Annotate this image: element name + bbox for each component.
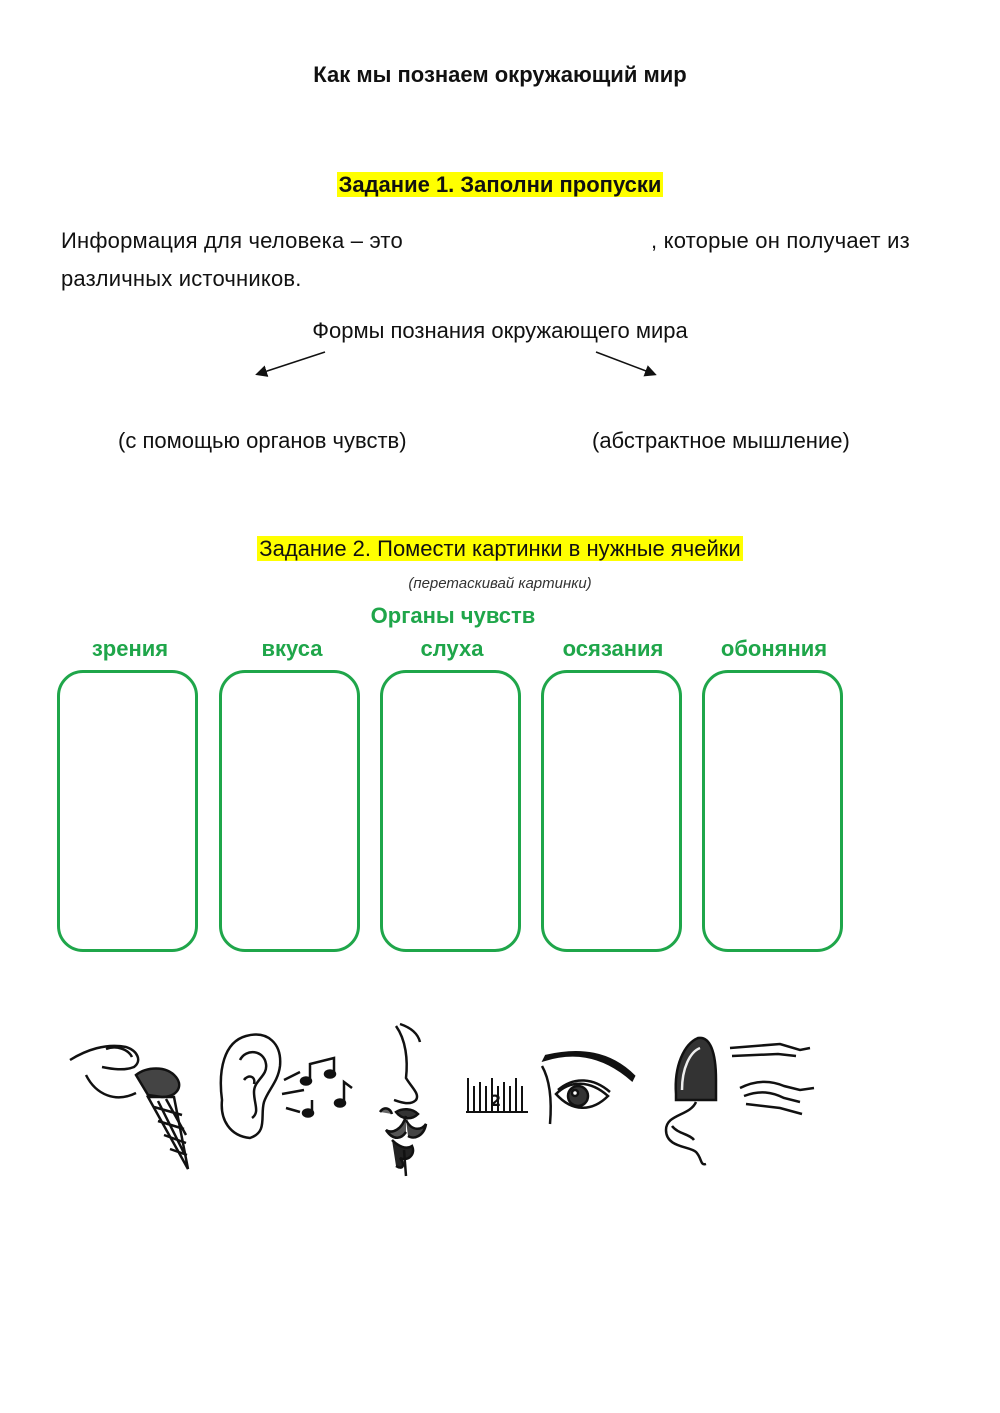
iron-hands-icon[interactable] xyxy=(660,1030,820,1170)
task1-answer-input[interactable] xyxy=(437,228,651,256)
ear-music-icon[interactable] xyxy=(210,1020,355,1150)
page-title: Как мы познаем окружающий мир xyxy=(313,62,687,87)
drop-cell-sight[interactable] xyxy=(57,670,198,952)
column-header-taste: вкуса xyxy=(261,636,323,661)
task2-hint: (перетаскивай картинки) xyxy=(408,575,592,592)
column-header-hearing: слуха xyxy=(420,636,484,661)
eye-icon[interactable] xyxy=(540,1050,640,1130)
column-header-touch: осязания xyxy=(562,636,664,661)
branch-arrows xyxy=(240,345,670,385)
svg-text:2: 2 xyxy=(490,1091,502,1110)
ruler-icon[interactable] xyxy=(462,1072,532,1117)
left-arrow-icon xyxy=(258,352,325,374)
ice-cream-tongue-icon[interactable] xyxy=(66,1035,196,1170)
drop-cell-hearing[interactable] xyxy=(380,670,521,952)
senses-group-label: Органы чувств xyxy=(370,603,536,628)
nose-flower-icon[interactable] xyxy=(372,1020,447,1180)
column-header-smell: обоняния xyxy=(720,636,828,661)
task2-heading-text: Задание 2. Помести картинки в нужные ячейки xyxy=(259,536,741,561)
task1-heading xyxy=(0,172,1000,198)
task1-heading-text: Задание 1. Заполни пропуски xyxy=(338,172,662,197)
task1-sentence-start: Информация для человека – это xyxy=(61,228,403,253)
task1-sentence-line2: различных источников. xyxy=(61,266,302,291)
drop-cell-touch[interactable] xyxy=(541,670,682,952)
forms-heading: Формы познания окружающего мира xyxy=(312,318,688,343)
drop-cell-taste[interactable] xyxy=(219,670,360,952)
task2-heading xyxy=(0,536,1000,562)
drop-cell-smell[interactable] xyxy=(702,670,843,952)
column-header-sight: зрения xyxy=(91,636,169,661)
right-arrow-icon xyxy=(596,352,654,374)
left-branch-label: (с помощью органов чувств) xyxy=(118,428,407,453)
right-branch-label: (абстрактное мышление) xyxy=(592,428,850,453)
task1-sentence-end: , которые он получает из xyxy=(651,228,910,253)
